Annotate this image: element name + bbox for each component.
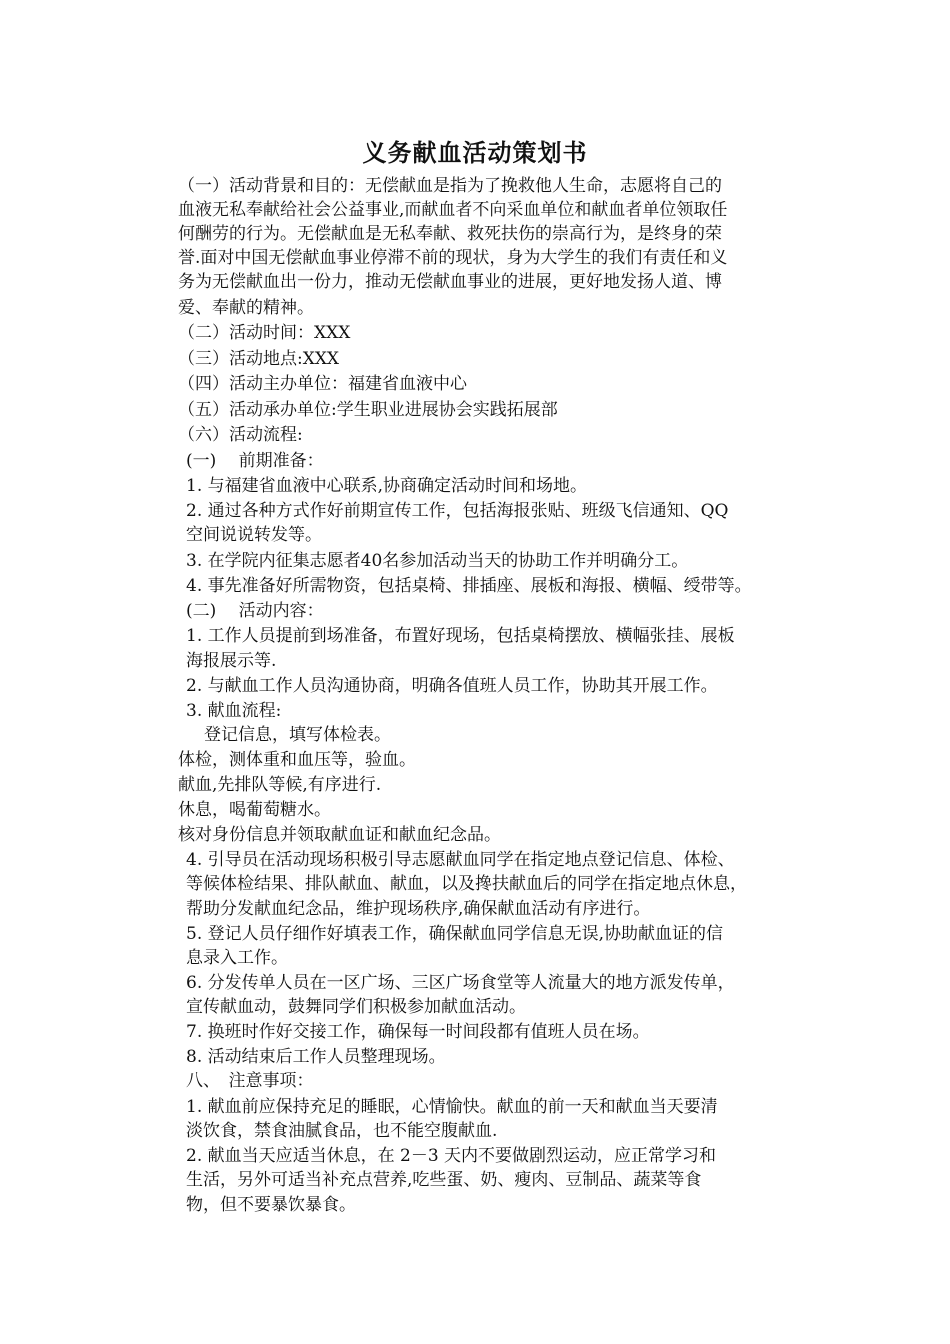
text-line: 核对身份信息并领取献血证和献血纪念品。 xyxy=(178,825,501,845)
text-line: （一）活动背景和目的：无偿献血是指为了挽救他人生命，志愿将自己的 xyxy=(178,176,722,196)
text-line: 爱、奉献的精神。 xyxy=(178,298,314,318)
text-line: 3. 献血流程: xyxy=(186,701,282,721)
text-line: 献血,先排队等候,有序进行. xyxy=(178,775,382,795)
text-line: 等候体检结果、排队献血、献血，以及搀扶献血后的同学在指定地点休息， xyxy=(186,874,747,894)
text-line: 务为无偿献血出一份力，推动无偿献血事业的进展，更好地发扬人道、博 xyxy=(178,272,722,292)
text-line: 体检，测体重和血压等，验血。 xyxy=(178,750,416,770)
text-line: （三）活动地点:XXX xyxy=(178,349,340,369)
text-line: 生活，另外可适当补充点营养,吃些蛋、奶、瘦肉、豆制品、蔬菜等食 xyxy=(186,1170,702,1190)
text-line: 八、 注意事项： xyxy=(186,1071,314,1091)
text-line: 5. 登记人员仔细作好填表工作，确保献血同学信息无误,协助献血证的信 xyxy=(186,924,724,944)
text-line: （六）活动流程: xyxy=(178,425,303,445)
text-line: 休息，喝葡萄糖水。 xyxy=(178,800,331,820)
text-line: （四）活动主办单位：福建省血液中心 xyxy=(178,374,467,394)
text-line: 2. 与献血工作人员沟通协商，明确各值班人员工作，协助其开展工作。 xyxy=(186,676,718,696)
text-line: (二) 活动内容： xyxy=(186,601,324,621)
text-line: 血液无私奉献给社会公益事业,而献血者不向采血单位和献血者单位领取任 xyxy=(178,200,728,220)
text-line: 海报展示等. xyxy=(186,651,277,671)
text-line: (一) 前期准备： xyxy=(186,451,324,471)
text-line: 2. 通过各种方式作好前期宣传工作，包括海报张贴、班级飞信通知、QQ xyxy=(186,501,729,521)
text-line: 7. 换班时作好交接工作，确保每一时间段都有值班人员在场。 xyxy=(186,1022,650,1042)
text-line: 2. 献血当天应适当休息，在 2－3 天内不要做剧烈运动，应正常学习和 xyxy=(186,1146,717,1166)
text-line: 物，但不要暴饮暴食。 xyxy=(186,1195,356,1215)
text-line: 8. 活动结束后工作人员整理现场。 xyxy=(186,1047,446,1067)
text-line: 登记信息，填写体检表。 xyxy=(204,725,391,745)
text-line: 空间说说转发等。 xyxy=(186,525,322,545)
text-line: 4. 事先准备好所需物资，包括桌椅、排插座、展板和海报、横幅、绶带等。 xyxy=(186,576,752,596)
text-line: 1. 与福建省血液中心联系,协商确定活动时间和场地。 xyxy=(186,476,588,496)
text-line: 帮助分发献血纪念品，维护现场秩序,确保献血活动有序进行。 xyxy=(186,899,651,919)
text-line: 息录入工作。 xyxy=(186,948,288,968)
text-line: 3. 在学院内征集志愿者40名参加活动当天的协助工作并明确分工。 xyxy=(186,551,689,571)
document-title: 义务献血活动策划书 xyxy=(362,139,588,167)
text-line: 宣传献血动，鼓舞同学们积极参加献血活动。 xyxy=(186,997,526,1017)
text-line: 何酬劳的行为。无偿献血是无私奉献、救死扶伤的崇高行为，是终身的荣 xyxy=(178,224,722,244)
text-line: 淡饮食，禁食油腻食品，也不能空腹献血. xyxy=(186,1121,498,1141)
text-line: 誉.面对中国无偿献血事业停滞不前的现状，身为大学生的我们有责任和义 xyxy=(178,248,728,268)
text-line: 4. 引导员在活动现场积极引导志愿献血同学在指定地点登记信息、体检、 xyxy=(186,850,735,870)
text-line: 6. 分发传单人员在一区广场、三区广场食堂等人流量大的地方派发传单， xyxy=(186,973,735,993)
text-line: （五）活动承办单位:学生职业进展协会实践拓展部 xyxy=(178,400,558,420)
text-line: 1. 工作人员提前到场准备，布置好现场，包括桌椅摆放、横幅张挂、展板 xyxy=(186,626,735,646)
text-line: （二）活动时间：XXX xyxy=(178,323,351,343)
text-line: 1. 献血前应保持充足的睡眠，心情愉快。献血的前一天和献血当天要清 xyxy=(186,1097,718,1117)
